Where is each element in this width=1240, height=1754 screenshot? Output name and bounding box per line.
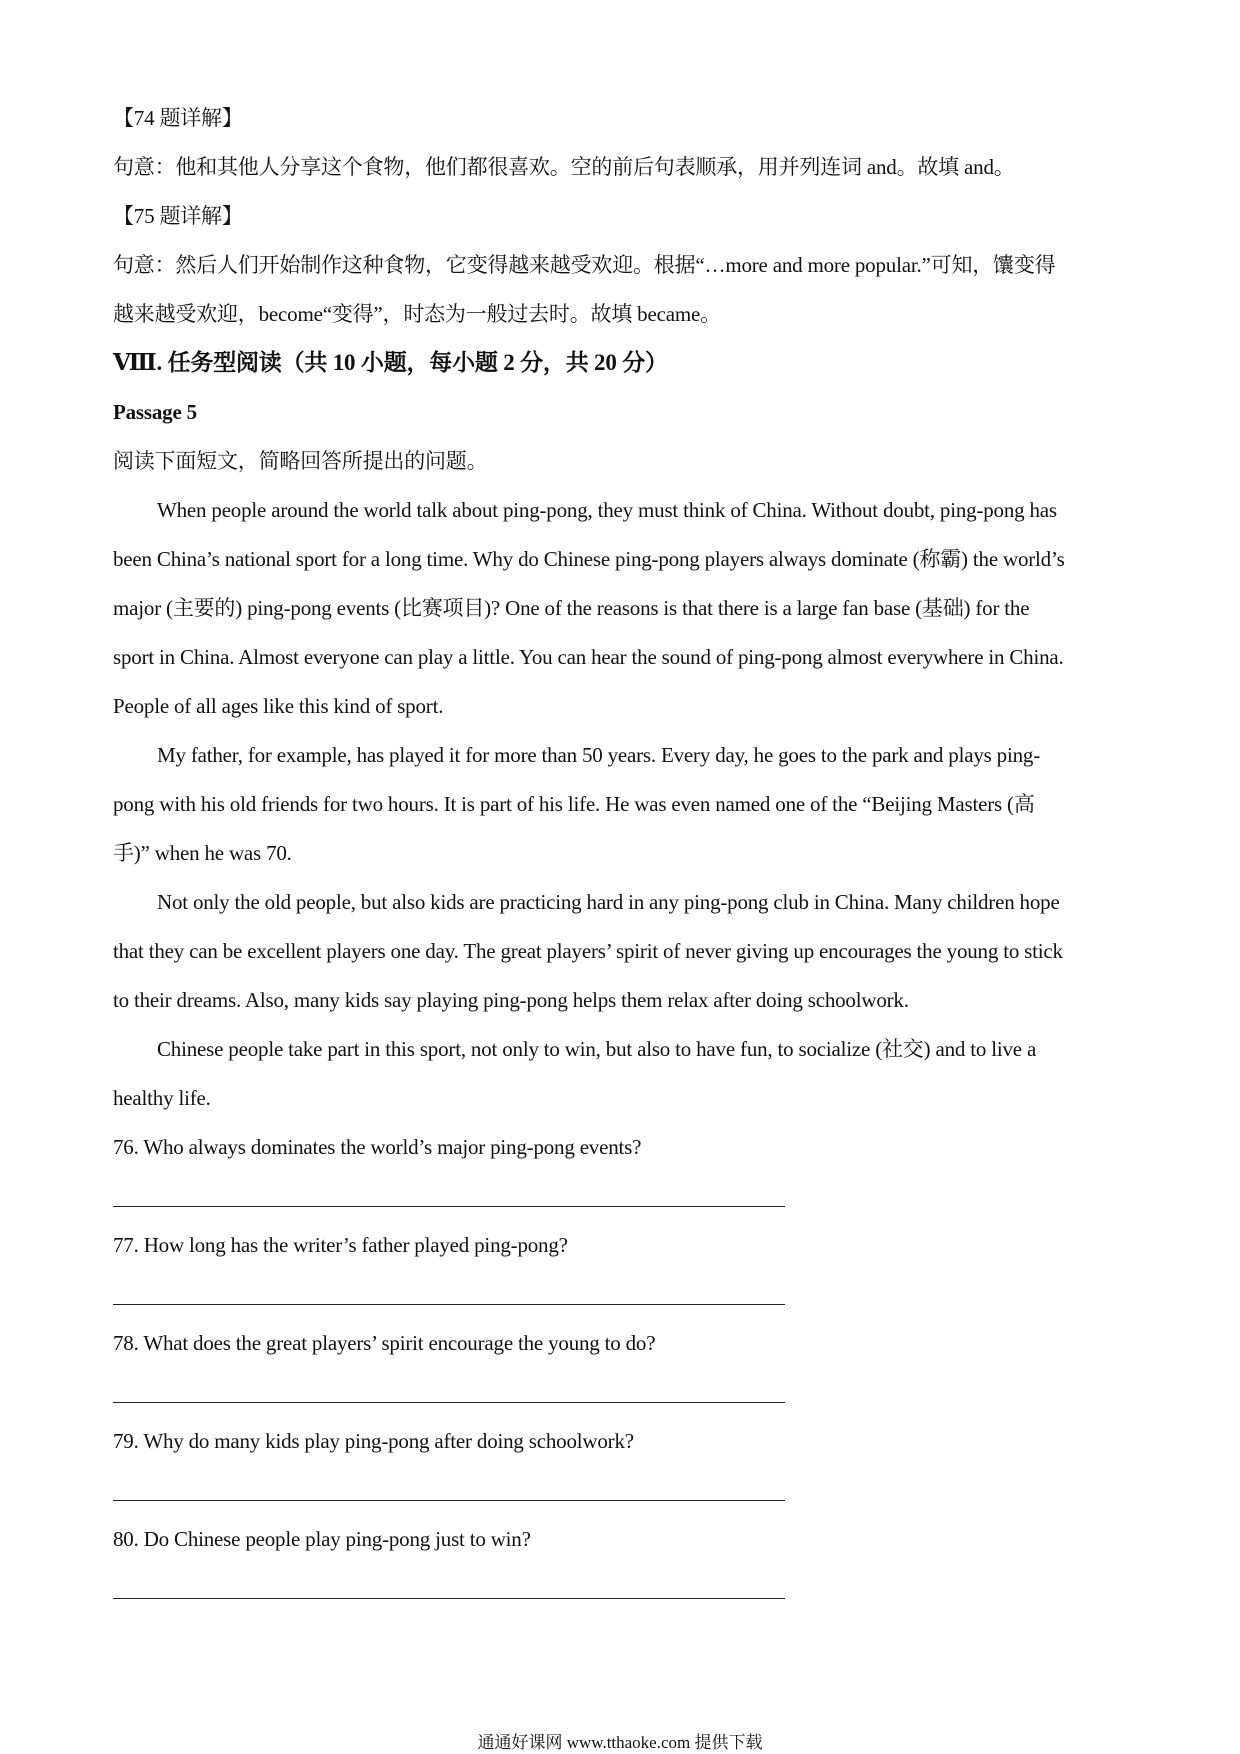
explanation-74-text: 句意：他和其他人分享这个食物，他们都很喜欢。空的前后句表顺承，用并列连词 and。故填 and。 xyxy=(113,155,1015,179)
question-78: 78. What does the great players’ spirit encourage the young to do? xyxy=(113,1331,656,1355)
paragraph-2-line-1: My father, for example, has played it for more than 50 years. Every day, he goes to the park and plays ping- xyxy=(157,743,1040,767)
paragraph-4-line-1: Chinese people take part in this sport, not only to win, but also to have fun, to socialize (社交) and to live a xyxy=(157,1037,1037,1061)
explanation-75-text-line-1: 句意：然后人们开始制作这种食物，它变得越来越受欢迎。根据“…more and more popular.”可知，馕变得 xyxy=(113,253,1056,277)
paragraph-1-line-2: been China’s national sport for a long time. Why do Chinese ping-pong players always dominate (称霸) the world’s xyxy=(113,547,1065,571)
paragraph-1-line-1: When people around the world talk about ping-pong, they must think of China. Without doubt, ping-pong has xyxy=(157,498,1057,522)
answer-line-76[interactable] xyxy=(113,1206,785,1207)
paragraph-1-line-4: sport in China. Almost everyone can play a little. You can hear the sound of ping-pong almost everywhere in China. xyxy=(113,645,1064,669)
paragraph-1-line-5: People of all ages like this kind of sport. xyxy=(113,694,444,718)
paragraph-1-line-3: major (主要的) ping-pong events (比赛项目)? One of the reasons is that there is a large fan base (基础) for the xyxy=(113,596,1030,620)
passage-title: Passage 5 xyxy=(113,400,197,424)
paragraph-2-line-3: 手)” when he was 70. xyxy=(113,841,292,865)
paragraph-2-line-2: pong with his old friends for two hours. It is part of his life. He was even named one of the “Beijing Masters (高 xyxy=(113,792,1035,816)
answer-line-80[interactable] xyxy=(113,1598,785,1599)
instruction: 阅读下面短文，简略回答所提出的问题。 xyxy=(113,449,488,473)
paragraph-3-line-3: to their dreams. Also, many kids say playing ping-pong helps them relax after doing schoolwork. xyxy=(113,988,909,1012)
explanation-74-title: 【74 题详解】 xyxy=(113,106,243,130)
paragraph-3-line-2: that they can be excellent players one day. The great players’ spirit of never giving up encourages the young to stick xyxy=(113,939,1063,963)
answer-line-79[interactable] xyxy=(113,1500,785,1501)
explanation-75-text-line-2: 越来越受欢迎，become“变得”，时态为一般过去时。故填 became。 xyxy=(113,302,721,326)
explanation-75-title: 【75 题详解】 xyxy=(113,204,243,228)
answer-line-77[interactable] xyxy=(113,1304,785,1305)
question-79: 79. Why do many kids play ping-pong after doing schoolwork? xyxy=(113,1429,634,1453)
question-76: 76. Who always dominates the world’s major ping-pong events? xyxy=(113,1135,642,1159)
question-77: 77. How long has the writer’s father played ping-pong? xyxy=(113,1233,568,1257)
answer-line-78[interactable] xyxy=(113,1402,785,1403)
part-heading: Ⅷ. 任务型阅读（共 10 小题，每小题 2 分，共 20 分） xyxy=(113,350,668,375)
paragraph-4-line-2: healthy life. xyxy=(113,1086,211,1110)
footer-source: 通通好课网 www.tthaoke.com 提供下载 xyxy=(477,1733,763,1752)
paragraph-3-line-1: Not only the old people, but also kids are practicing hard in any ping-pong club in China. Many children hope xyxy=(157,890,1060,914)
question-80: 80. Do Chinese people play ping-pong just to win? xyxy=(113,1527,531,1551)
